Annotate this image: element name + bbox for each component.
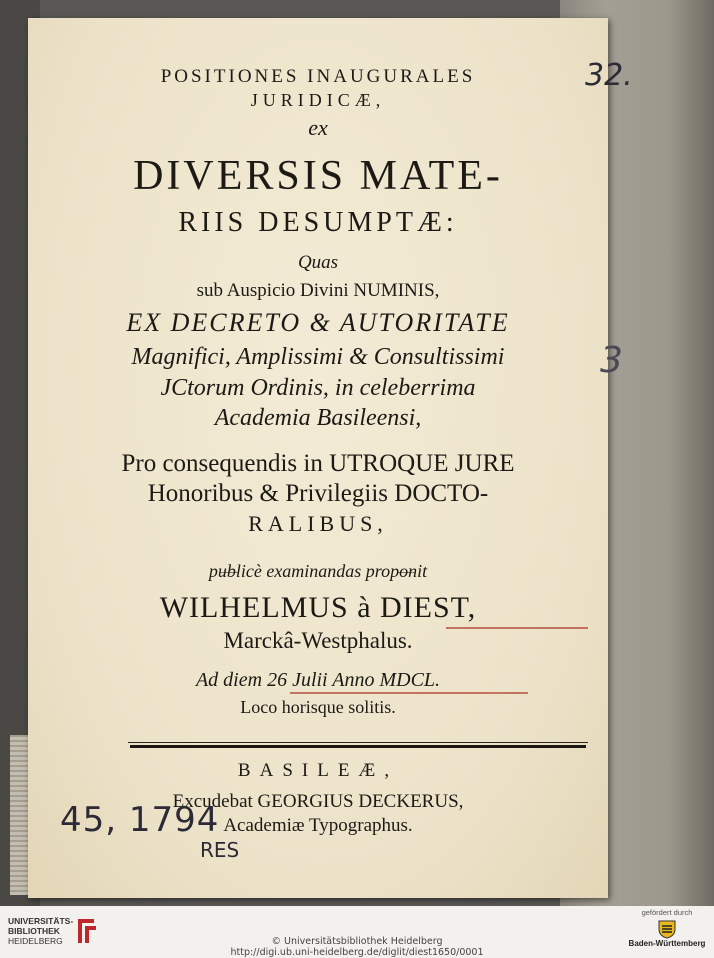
text-magnifici: Magnifici, Amplissimi & Consultissimi [131, 344, 505, 370]
text-honoribus: Honoribus & Privilegiis DOCTO- [147, 480, 489, 507]
text-decreto: EX DECRETO & AUTORITATE [126, 308, 510, 337]
date-underline [290, 692, 528, 694]
author-origin: Marckâ-Westphalus. [223, 628, 413, 653]
baden-wuerttemberg-crest-icon [656, 918, 678, 940]
handwritten-call-number: 45, 1794 [60, 800, 220, 840]
title-line-2: JURIDICÆ, [250, 90, 386, 110]
title-line-3: ex [308, 115, 328, 140]
text-publice: publicè examinandas proponit [208, 561, 428, 581]
copyright-text: © Universitätsbibliothek Heidelberg [271, 936, 443, 947]
title-line-main-1: DIVERSIS MATE- [133, 153, 503, 199]
title-line-1: POSITIONES INAUGURALES [160, 66, 476, 87]
imprint-role: Academiæ Typographus. [223, 815, 413, 836]
rule-thin [128, 742, 588, 743]
permalink-url[interactable]: http://digi.ub.uni-heidelberg.de/diglit/diest1650/0001 [230, 947, 484, 958]
text-loco: Loco horisque solitis. [240, 697, 396, 717]
handwritten-margin-mark: 3 [600, 340, 623, 381]
imprint-place: BASILEÆ, [237, 760, 399, 781]
text-quas: Quas [297, 252, 339, 273]
text-academia: Academia Basileensi, [214, 405, 422, 431]
library-name-line-1: UNIVERSITÄTS- [8, 916, 74, 926]
text-pro-consequendis: Pro consequendis in UTROQUE JURE [121, 450, 515, 477]
sponsor-label: gefördert durch [641, 908, 693, 917]
library-name-line-3: HEIDELBERG [8, 936, 63, 946]
text-date: Ad diem 26 Julii Anno MDCL. [195, 669, 441, 691]
title-line-main-2: RIIS DESUMPTÆ: [178, 207, 458, 238]
library-name-line-2: BIBLIOTHEK [8, 926, 60, 936]
imprint-printer: Excudebat GEORGIUS DECKERUS, [172, 791, 464, 812]
handwritten-number-32: 32. [585, 58, 633, 93]
viewer-footer [0, 906, 714, 956]
sponsor-block[interactable] [626, 908, 708, 948]
text-jctorum: JCtorum Ordinis, in celeberrima [160, 375, 476, 401]
rule-thick [130, 745, 586, 748]
author-name: WILHELMUS à DIEST, [159, 591, 477, 624]
text-ralibus: RALIBUS, [248, 511, 388, 536]
text-auspicio: sub Auspicio Divini NUMINIS, [196, 280, 440, 301]
title-page [28, 18, 608, 898]
handwritten-res: RES [200, 838, 240, 862]
sponsor-name: Baden-Württemberg [628, 939, 706, 948]
